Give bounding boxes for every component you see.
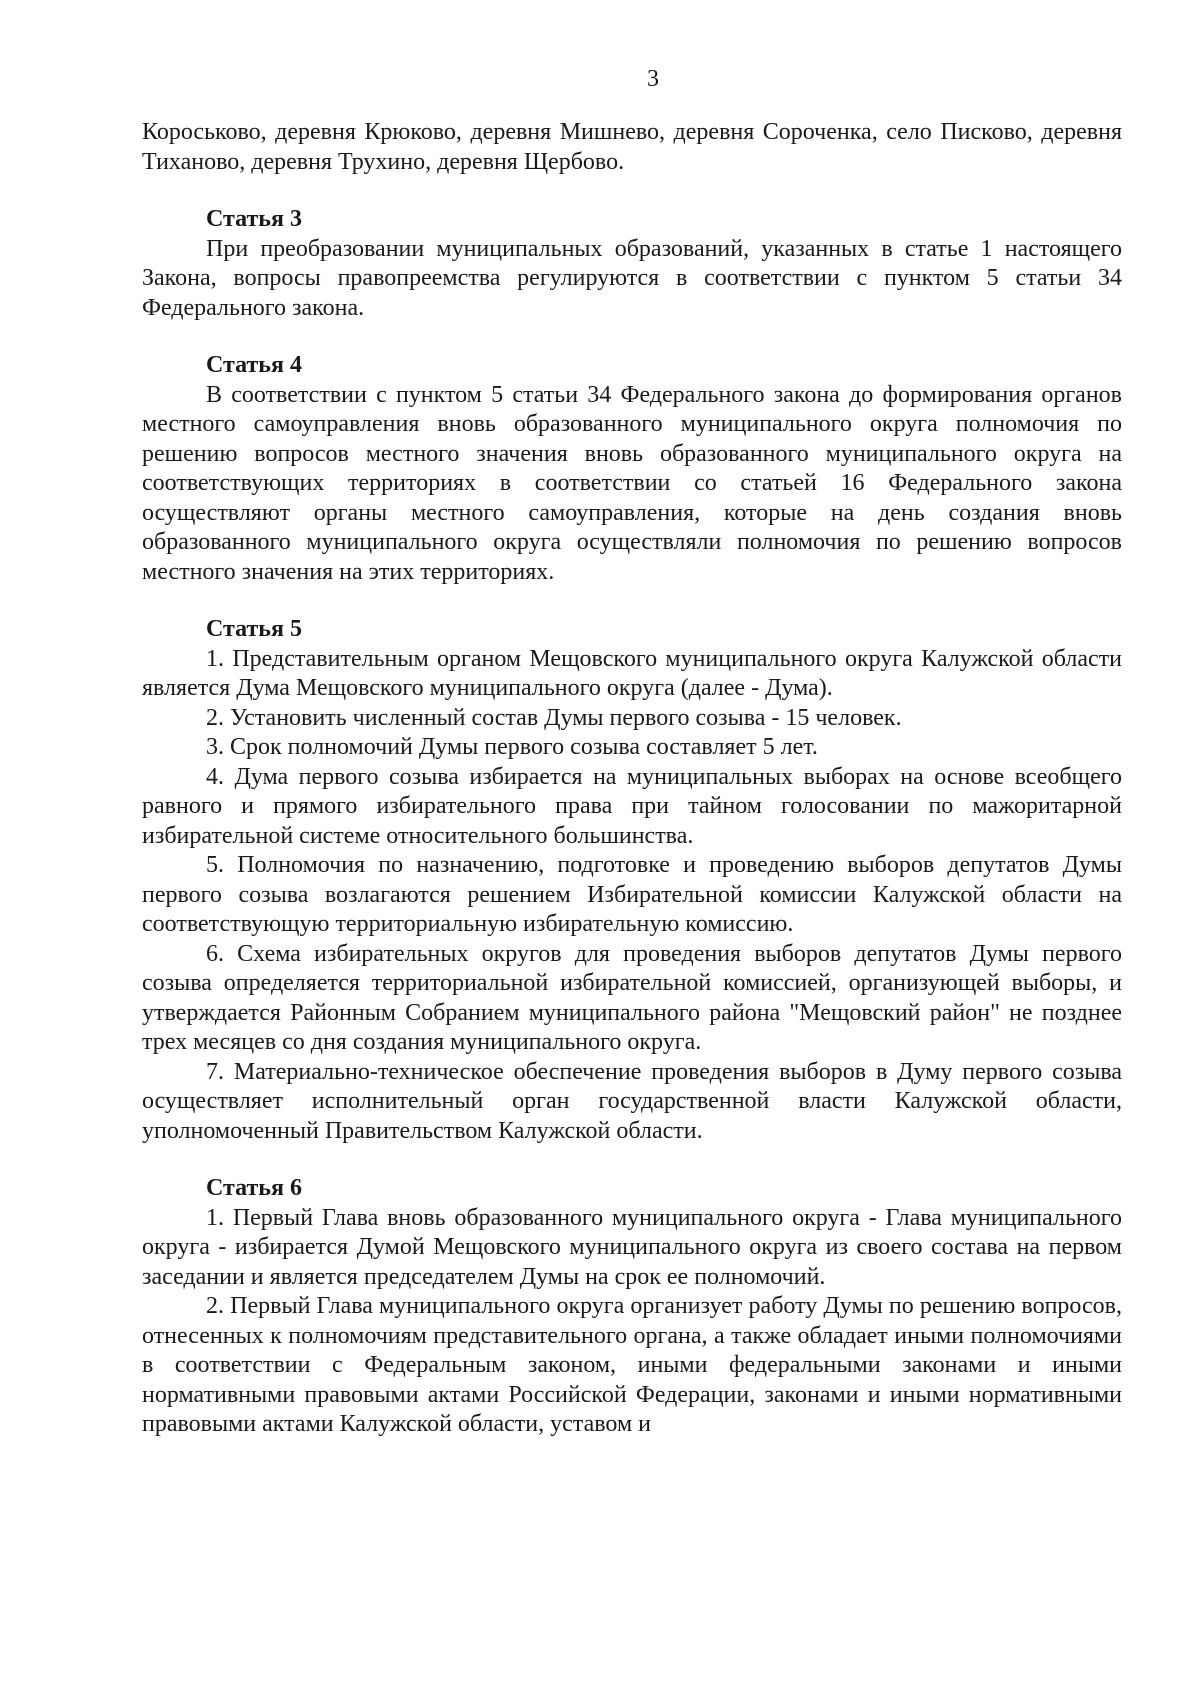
article-5-paragraph-6: 6. Схема избирательных округов для проведения выборов депутатов Думы первого созыва определяется территориальной избирательной комиссией, организующей выборы, и утверждается Районным Собранием муниципального района "Мещовский район" не позднее трех месяцев со дня создания муниципального округа.: [142, 940, 1122, 1055]
article-5-paragraph-7: 7. Материально-техническое обеспечение проведения выборов в Думу первого созыва осуществляет исполнительный орган государственной власти Калужской области, уполномоченный Правительством Калужской области.: [142, 1058, 1122, 1144]
article-5-paragraph-1: 1. Представительным органом Мещовского муниципального округа Калужской области является Дума Мещовского муниципального округа (далее - Дума).: [142, 645, 1122, 701]
article-6-paragraph-1: 1. Первый Глава вновь образованного муниципального округа - Глава муниципального округа - избирается Думой Мещовского муниципального округа из своего состава на первом заседании и является председателем Думы на срок ее полномочий.: [142, 1204, 1122, 1290]
article-5-paragraph-5: 5. Полномочия по назначению, подготовке и проведению выборов депутатов Думы первого созыва возлагаются решением Избирательной комиссии Калужской области на соответствующую территориальную избирательную комиссию.: [142, 852, 1122, 937]
article-6-heading: Статья 6: [206, 1175, 302, 1201]
article-5-paragraph-2: 2. Установить численный состав Думы первого созыва - 15 человек.: [206, 704, 902, 731]
article-4-heading: Статья 4: [206, 352, 302, 378]
intro-paragraph: Короськово, деревня Крюково, деревня Мишнево, деревня Сороченка, село Писково, деревня Тиханово, деревня Трухино, деревня Щербово.: [142, 119, 1122, 175]
article-5-paragraph-3: 3. Срок полномочий Думы первого созыва составляет 5 лет.: [206, 734, 818, 760]
article-4-paragraph-1: В соответствии с пунктом 5 статьи 34 Федерального закона до формирования органов местного самоуправления вновь образованного муниципального округа полномочия по решению вопросов местного значения вновь образованного муниципального округа на соответствующих территориях в соответствии со статьей 16 Федерального закона осуществляют органы местного самоуправления, которые на день создания вновь образованного муниципального округа осуществляли полномочия по решению вопросов местного значения на этих территориях.: [142, 381, 1122, 585]
page-number: 3: [647, 66, 659, 92]
article-3-heading: Статья 3: [206, 206, 302, 232]
article-5-heading: Статья 5: [206, 616, 302, 642]
article-5-paragraph-4: 4. Дума первого созыва избирается на муниципальных выборах на основе всеобщего равного и прямого избирательного права при тайном голосовании по мажоритарной избирательной системе относительного большинства.: [142, 763, 1122, 849]
article-3-paragraph-1: При преобразовании муниципальных образований, указанных в статье 1 настоящего Закона, вопросы правопреемства регулируются в соответствии с пунктом 5 статьи 34 Федерального закона.: [142, 235, 1122, 321]
article-6-paragraph-2: 2. Первый Глава муниципального округа организует работу Думы по решению вопросов, отнесенных к полномочиям представительного органа, а также обладает иными полномочиями в соответствии с Федеральным законом, иными федеральными законами и иными нормативными правовыми актами Российской Федерации, законами и иными нормативными правовыми актами Калужской области, уставом и: [142, 1293, 1122, 1437]
